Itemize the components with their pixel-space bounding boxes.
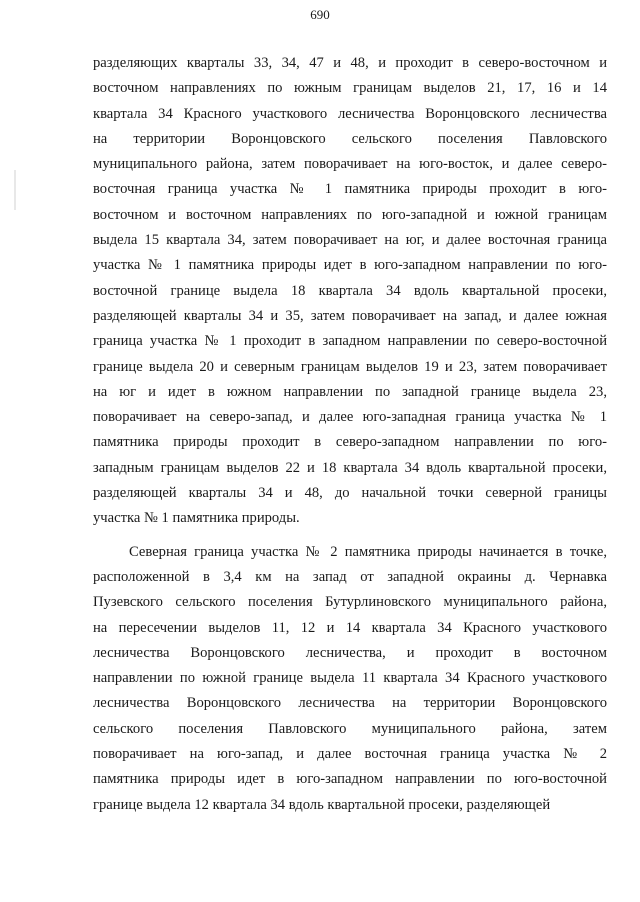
text-line: направлении по южной границе выдела 11 квартала 34 Красного участкового <box>93 670 607 687</box>
text-line: восточной границе выдела 18 квартала 34 вдоль квартальной просеки, <box>93 282 607 299</box>
text-line: восточном и восточном направлениях по юго-западной и южной границам <box>93 206 607 223</box>
document-body <box>93 51 607 818</box>
text-line: разделяющей кварталы 34 и 35, затем поворачивает на запад, и далее южная <box>93 307 607 324</box>
text-line: муниципального района, затем поворачивает на юго-восток, и далее северо- <box>93 156 607 173</box>
text-line: поворачивает на юго-запад, и далее восточная граница участка № 2 <box>93 746 607 763</box>
paragraph-1 <box>93 51 607 532</box>
text-line: квартала 34 Красного участкового лесничества Воронцовского лесничества <box>93 105 607 122</box>
text-line: сельского поселения Павловского муниципального района, затем <box>93 720 607 737</box>
text-line: Северная граница участка № 2 памятника природы начинается в точке, <box>129 543 607 560</box>
text-line: на юг и идет в южном направлении по западной границе выдела 23, <box>93 383 607 400</box>
text-line: восточная граница участка № 1 памятника природы проходит в юго- <box>93 181 607 198</box>
text-line: памятника природы идет в юго-западном направлении по юго-восточной <box>93 771 607 788</box>
page-number: 690 <box>310 7 330 22</box>
text-line: граница участка № 1 проходит в западном направлении по северо-восточной <box>93 333 607 350</box>
text-line: на пересечении выделов 11, 12 и 14 квартала 34 Красного участкового <box>93 619 607 636</box>
text-line: границе выдела 20 и северным границам выделов 19 и 23, затем поворачивает <box>93 358 607 375</box>
text-line: памятника природы проходит в северо-западном направлении по юго- <box>93 434 607 451</box>
text-line: разделяющей кварталы 34 и 48, до начальной точки северной границы <box>93 485 607 502</box>
text-line: участка № 1 памятника природы идет в юго-западном направлении по юго- <box>93 257 607 274</box>
text-line: разделяющих кварталы 33, 34, 47 и 48, и проходит в северо-восточном и <box>93 55 607 71</box>
text-line: лесничества Воронцовского лесничества, и проходит в восточном <box>93 644 607 661</box>
text-line: западным границам выделов 22 и 18 квартала 34 вдоль квартальной просеки, <box>93 459 607 476</box>
text-line: расположенной в 3,4 км на запад от западной окраины д. Чернавка <box>93 568 607 585</box>
paragraph-gap <box>93 532 607 540</box>
text-line: участка № 1 памятника природы. <box>93 510 300 527</box>
text-line: на территории Воронцовского сельского поселения Павловского <box>93 130 607 147</box>
paragraph-2 <box>93 540 607 818</box>
text-line: поворачивает на северо-запад, и далее юго-западная граница участка № 1 <box>93 409 607 426</box>
scan-artifact <box>14 170 16 210</box>
text-line: лесничества Воронцовского лесничества на территории Воронцовского <box>93 695 607 712</box>
text-line: границе выдела 12 квартала 34 вдоль квартальной просеки, разделяющей <box>93 796 551 813</box>
text-line: выдела 15 квартала 34, затем поворачивает на юг, и далее восточная граница <box>93 232 607 249</box>
text-line: Пузевского сельского поселения Бутурлиновского муниципального района, <box>93 594 607 611</box>
text-line: восточном направлениях по южным границам выделов 21, 17, 16 и 14 <box>93 80 607 97</box>
